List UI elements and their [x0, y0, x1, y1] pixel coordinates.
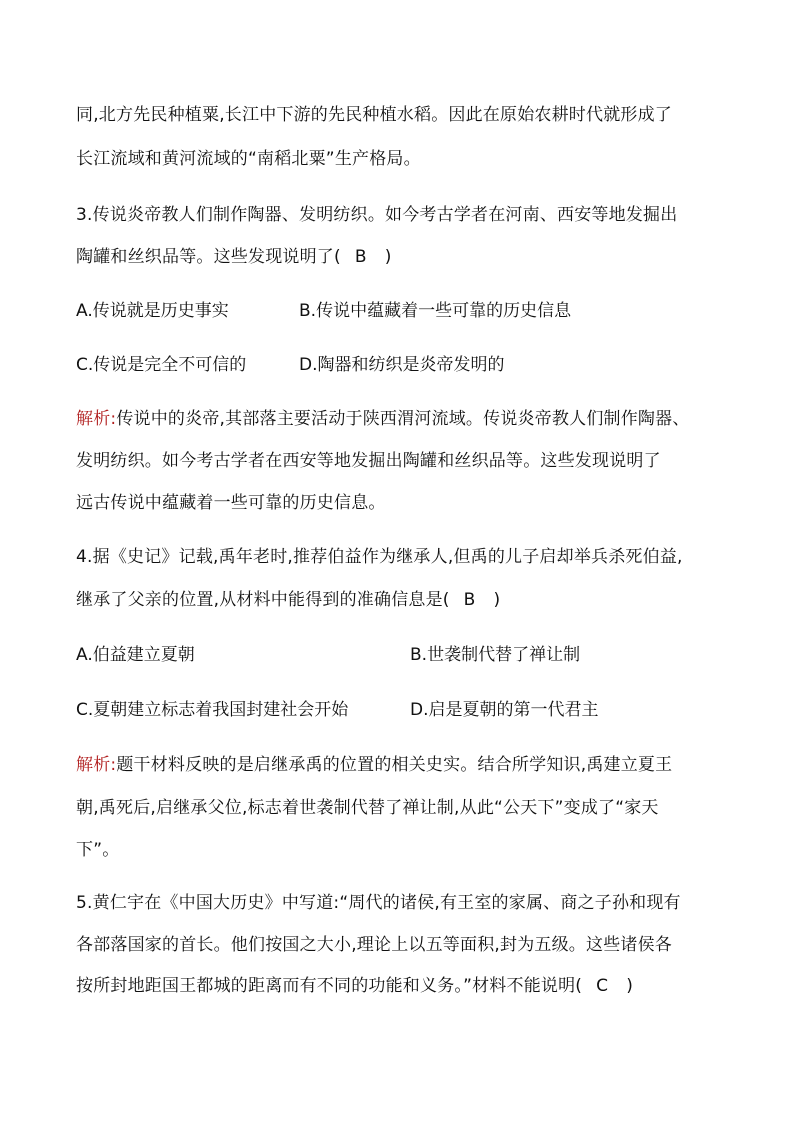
q3-stem-text: 陶罐和丝织品等。这些发现说明了(: [76, 247, 341, 267]
q5-stem-line-3: [76, 974, 633, 998]
q4-close-paren: ): [493, 590, 501, 610]
q4-option-b: B.世袭制代替了禅让制: [410, 645, 581, 665]
q3-analysis-text-1: 传说中的炎帝,其部落主要活动于陕西渭河流域。传说炎帝教人们制作陶器、: [116, 409, 690, 429]
q5-stem-line-2: 各部落国家的首长。他们按国之大小,理论上以五等面积,封为五级。这些诸侯各: [76, 935, 673, 955]
q4-stem-line-1: 4.据《史记》记载,禹年老时,推荐伯益作为继承人,但禹的儿子启却举兵杀死伯益,: [76, 547, 683, 567]
q4-analysis-label: 解析:: [76, 755, 117, 775]
q4-option-c: C.夏朝建立标志着我国封建社会开始: [76, 700, 349, 720]
q3-stem-line-1: 3.传说炎帝教人们制作陶器、发明纺织。如今考古学者在河南、西安等地发掘出: [76, 205, 678, 225]
q3-option-c: C.传说是完全不可信的: [76, 355, 247, 375]
intro-line-2: 长江流域和黄河流域的“南稻北粟”生产格局。: [76, 149, 421, 169]
q4-analysis-line-3: 下”。: [76, 840, 120, 860]
q4-answer: B: [463, 590, 476, 610]
q3-stem-line-2: [76, 245, 392, 269]
q3-option-b: B.传说中蕴藏着一些可靠的历史信息: [299, 301, 572, 321]
q4-option-d: D.启是夏朝的第一代君主: [410, 700, 599, 720]
q4-analysis-line-2: 朝,禹死后,启继承父位,标志着世袭制代替了禅让制,从此“公天下”变成了“家天: [76, 798, 659, 818]
q3-analysis-line-3: 远古传说中蕴藏着一些可靠的历史信息。: [76, 493, 386, 513]
q3-answer: B: [354, 247, 367, 267]
q5-answer: C: [596, 976, 609, 996]
q3-option-a: A.传说就是历史事实: [76, 301, 229, 321]
q5-stem-line-1: 5.黄仁宇在《中国大历史》中写道:“周代的诸侯,有王室的家属、商之子孙和现有: [76, 893, 681, 913]
q5-close-paren: ): [626, 976, 634, 996]
q3-analysis-line-2: 发明纺织。如今考古学者在西安等地发掘出陶罐和丝织品等。这些发现说明了: [76, 451, 661, 471]
q4-stem-line-2: [76, 588, 500, 612]
q4-option-a: A.伯益建立夏朝: [76, 645, 195, 665]
q3-analysis-line-1: [76, 407, 690, 431]
q3-analysis-label: 解析:: [76, 409, 117, 429]
q3-close-paren: ): [384, 247, 392, 267]
intro-line-1: 同,北方先民种植粟,长江中下游的先民种植水稻。因此在原始农耕时代就形成了: [76, 105, 673, 125]
q4-analysis-line-1: [76, 753, 672, 777]
q4-analysis-text-1: 题干材料反映的是启继承禹的位置的相关史实。结合所学知识,禹建立夏王: [116, 755, 673, 775]
q5-stem-text: 按所封地距国王都城的距离而有不同的功能和义务。”材料不能说明(: [76, 976, 583, 996]
q4-stem-text: 继承了父亲的位置,从材料中能得到的准确信息是(: [76, 590, 450, 610]
q3-option-d: D.陶器和纺织是炎帝发明的: [299, 355, 505, 375]
